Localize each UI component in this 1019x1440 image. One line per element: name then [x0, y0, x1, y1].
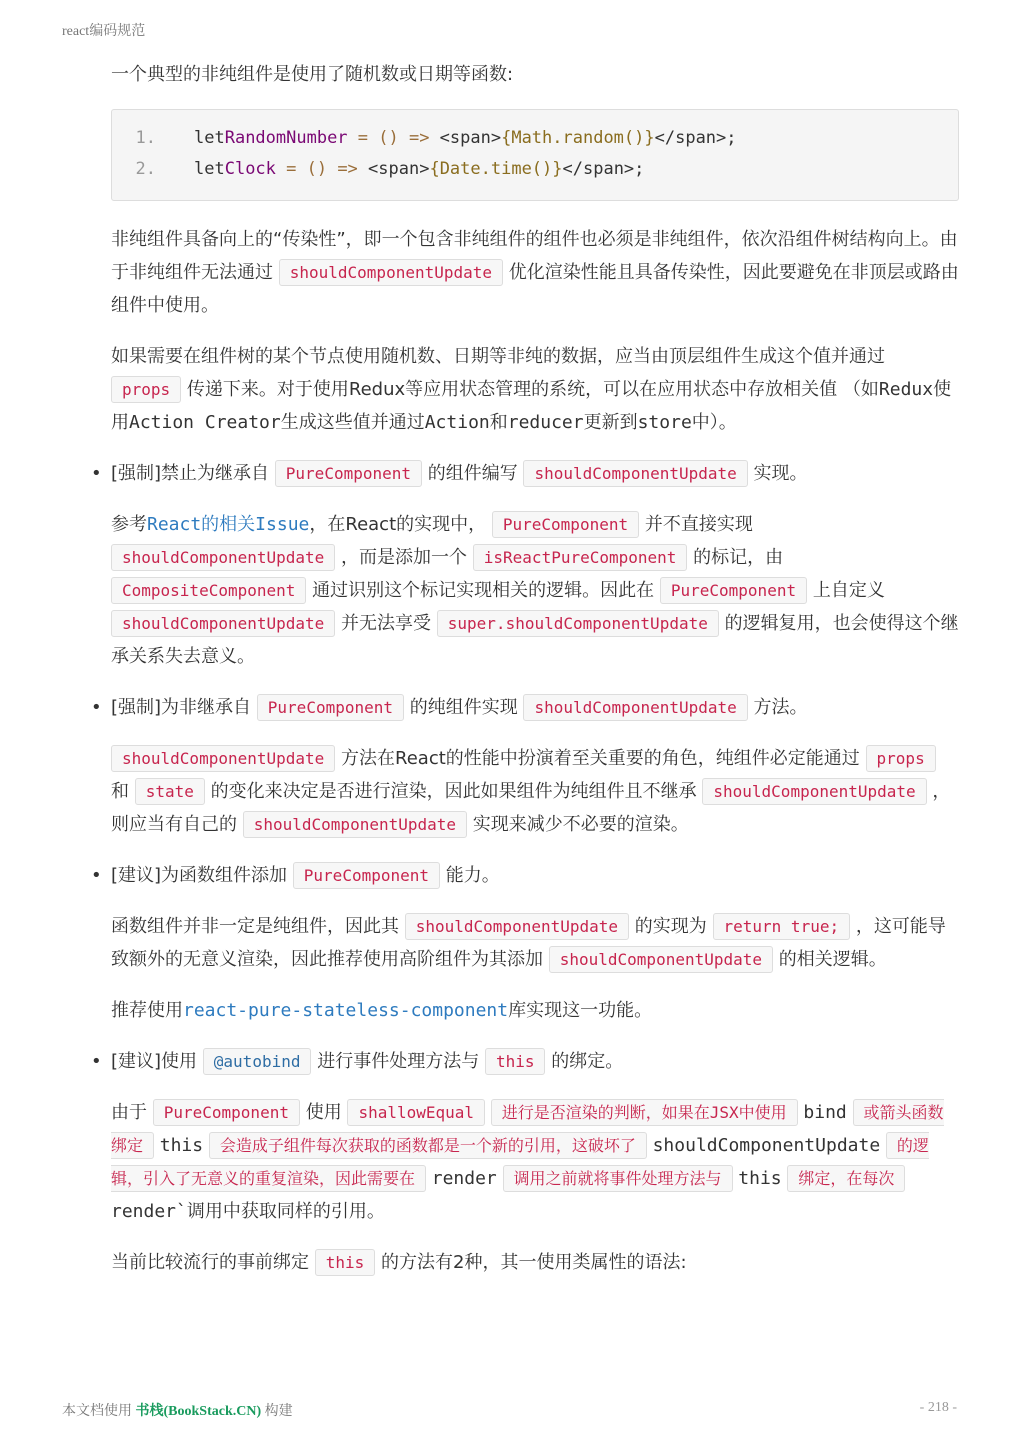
inline-code: shallowEqual — [347, 1099, 485, 1126]
code-tag: </span>; — [654, 128, 737, 148]
inline-code: props — [111, 376, 181, 403]
code-operator: = () => — [275, 159, 369, 179]
text: ，而是添加一个 — [341, 547, 468, 568]
text: ，则应当有自己的 — [111, 781, 951, 835]
code-expression: {Date.time()} — [429, 159, 563, 179]
inline-code: PureComponent — [293, 862, 440, 889]
paragraph-top-level-values — [111, 340, 959, 439]
paragraph-react-issue — [111, 508, 959, 673]
text: 库实现这一功能。 — [508, 1000, 653, 1021]
inline-code: shouldComponentUpdate — [279, 259, 503, 286]
text: 实现来减少不必要的渲染。 — [472, 814, 689, 835]
code-line — [112, 123, 958, 154]
text: 的变化来决定是否进行渲染，因此如果组件为纯组件且不继承 — [210, 781, 697, 802]
text: 方法在React的性能中扮演着至关重要的角色，纯组件必定能通过 — [341, 748, 860, 769]
paragraph-prebind-methods — [111, 1246, 959, 1279]
text: 能力。 — [445, 865, 500, 886]
text: 由于 — [111, 1102, 147, 1123]
inline-code: shouldComponentUpdate — [111, 544, 335, 571]
inline-code: 绑定，在每次 — [787, 1165, 905, 1192]
text: 推荐使用 — [111, 1000, 183, 1021]
text: this — [738, 1168, 782, 1189]
inline-code: 或箭头函数绑定 — [111, 1099, 944, 1159]
line-number: 1. — [135, 128, 156, 148]
text: ，这可能导致额外的无意义渲染，因此推荐使用高阶组件为其添加 — [111, 916, 946, 970]
text: [建议]为函数组件添加 — [111, 865, 288, 886]
code-tag: <span> — [368, 159, 430, 179]
paragraph-scu-role — [111, 742, 959, 841]
code-keyword: let — [194, 128, 225, 148]
text: 如果需要在组件树的某个节点使用随机数、日期等非纯的数据，应当由顶层组件生成这个值并通过 — [111, 346, 885, 367]
inline-code: this — [485, 1048, 546, 1075]
inline-code: shouldComponentUpdate — [111, 745, 335, 772]
code-line — [112, 154, 958, 185]
paragraph-impure-contagion — [111, 223, 959, 322]
text: render`调用中获取同样的引用。 — [111, 1201, 385, 1222]
inline-code: PureComponent — [153, 1099, 300, 1126]
code-tag: </span>; — [562, 159, 645, 179]
inline-code: isReactPureComponent — [473, 544, 688, 571]
text: 的方法有2种，其一使用类属性的语法: — [381, 1252, 687, 1273]
inline-code: 进行是否渲染的判断，如果在JSX中使用 — [491, 1099, 798, 1126]
text: 上自定义 — [812, 580, 885, 601]
text: [强制]禁止为继承自 — [111, 463, 270, 484]
inline-code: 的逻辑，引入了无意义的重复渲染，因此需要在 — [111, 1132, 929, 1192]
line-number: 2. — [135, 159, 156, 179]
inline-code: props — [866, 745, 936, 772]
library-link[interactable]: react-pure-stateless-component — [183, 1000, 509, 1021]
text: 使用 — [305, 1102, 342, 1123]
text: [强制]为非继承自 — [111, 697, 252, 718]
text: 当前比较流行的事前绑定 — [111, 1252, 309, 1273]
text: 的标记，由 — [693, 547, 784, 568]
text: 和 — [111, 781, 129, 802]
text: （如Redux使用Action Creator生成这些值并通过Action和reducer更新到store中）。 — [111, 379, 952, 433]
rule-no-scu-on-pure — [111, 457, 959, 490]
text: shouldComponentUpdate — [652, 1135, 881, 1156]
text: render — [431, 1168, 497, 1189]
code-keyword: let — [194, 159, 225, 179]
text: 优化渲染性能且具备传染性，因此要避免在非顶层或路由组件中使用。 — [111, 262, 959, 316]
text: 的纯组件实现 — [409, 697, 518, 718]
rule-function-pure — [111, 859, 959, 892]
text: 的绑定。 — [551, 1051, 624, 1072]
code-identifier: RandomNumber — [224, 128, 348, 148]
text: 并不直接实现 — [644, 514, 753, 535]
code-identifier: Clock — [224, 159, 276, 179]
text: 通过识别这个标记实现相关的逻辑。因此在 — [312, 580, 655, 601]
inline-code: shouldComponentUpdate — [523, 460, 747, 487]
inline-code: PureComponent — [257, 694, 404, 721]
intro-text: 一个典型的非纯组件是使用了随机数或日期等函数: — [111, 64, 514, 85]
text: 进行事件处理方法与 — [317, 1051, 480, 1072]
inline-code: @autobind — [203, 1048, 312, 1075]
inline-code: shouldComponentUpdate — [702, 778, 926, 805]
paragraph-function-components — [111, 910, 959, 976]
inline-code: CompositeComponent — [111, 577, 306, 604]
inline-code: shouldComponentUpdate — [405, 913, 629, 940]
text: this — [159, 1135, 204, 1156]
inline-code: 调用之前就将事件处理方法与 — [503, 1165, 733, 1192]
inline-code: 会造成子组件每次获取的函数都是一个新的引用，这破坏了 — [209, 1132, 647, 1159]
text: 的相关逻辑。 — [778, 949, 887, 970]
code-block — [111, 109, 959, 201]
text: 的逻辑复用，也会使得这个继承关系失去意义。 — [111, 613, 959, 667]
page-header: react编码规范 — [62, 24, 146, 39]
text: 实现。 — [753, 463, 808, 484]
text: 方法。 — [753, 697, 808, 718]
code-tag: <span> — [439, 128, 502, 148]
document-body — [111, 58, 959, 1297]
paragraph-binding-reason — [111, 1096, 959, 1228]
text: 传递下来。对于使用Redux等应用状态管理的系统，可以在应用状态中存放相关值 — [186, 379, 838, 400]
inline-code: shouldComponentUpdate — [111, 610, 335, 637]
text: [建议]使用 — [111, 1051, 198, 1072]
inline-code: PureComponent — [275, 460, 422, 487]
react-issue-link[interactable]: React的相关Issue — [147, 514, 310, 535]
inline-code: super.shouldComponentUpdate — [437, 610, 719, 637]
rule-autobind — [111, 1045, 959, 1078]
code-operator: = () => — [347, 128, 440, 148]
inline-code: this — [315, 1249, 376, 1276]
text: bind — [803, 1102, 847, 1123]
code-expression: {Math.random()} — [501, 128, 655, 148]
inline-code: PureComponent — [660, 577, 807, 604]
page-number: - 218 - — [919, 1400, 957, 1415]
inline-code: shouldComponentUpdate — [523, 694, 747, 721]
inline-code: return true; — [713, 913, 851, 940]
text: 函数组件并非一定是纯组件，因此其 — [111, 916, 399, 937]
paragraph-recommend-library — [111, 994, 959, 1027]
footer-text: 本文档使用 — [62, 1404, 132, 1419]
inline-code: shouldComponentUpdate — [243, 811, 467, 838]
text: 并无法享受 — [341, 613, 432, 634]
inline-code: shouldComponentUpdate — [549, 946, 773, 973]
text: 的实现为 — [634, 916, 707, 937]
inline-code: PureComponent — [492, 511, 639, 538]
text: 非纯组件具备向上的“传染性”，即一个包含非纯组件的组件也必须是非纯组件，依次沿组件树结构向上。由于非纯组件无法通过 — [111, 229, 958, 283]
page-footer — [62, 1400, 293, 1420]
text: ，在React的实现中， — [309, 514, 487, 535]
rule-scu-for-pure — [111, 691, 959, 724]
text: 参考 — [111, 514, 147, 535]
footer-text: 构建 — [264, 1404, 293, 1419]
inline-code: state — [135, 778, 205, 805]
text: 的组件编写 — [427, 463, 518, 484]
footer-brand-link[interactable]: 书栈(BookStack.CN) — [135, 1404, 262, 1419]
